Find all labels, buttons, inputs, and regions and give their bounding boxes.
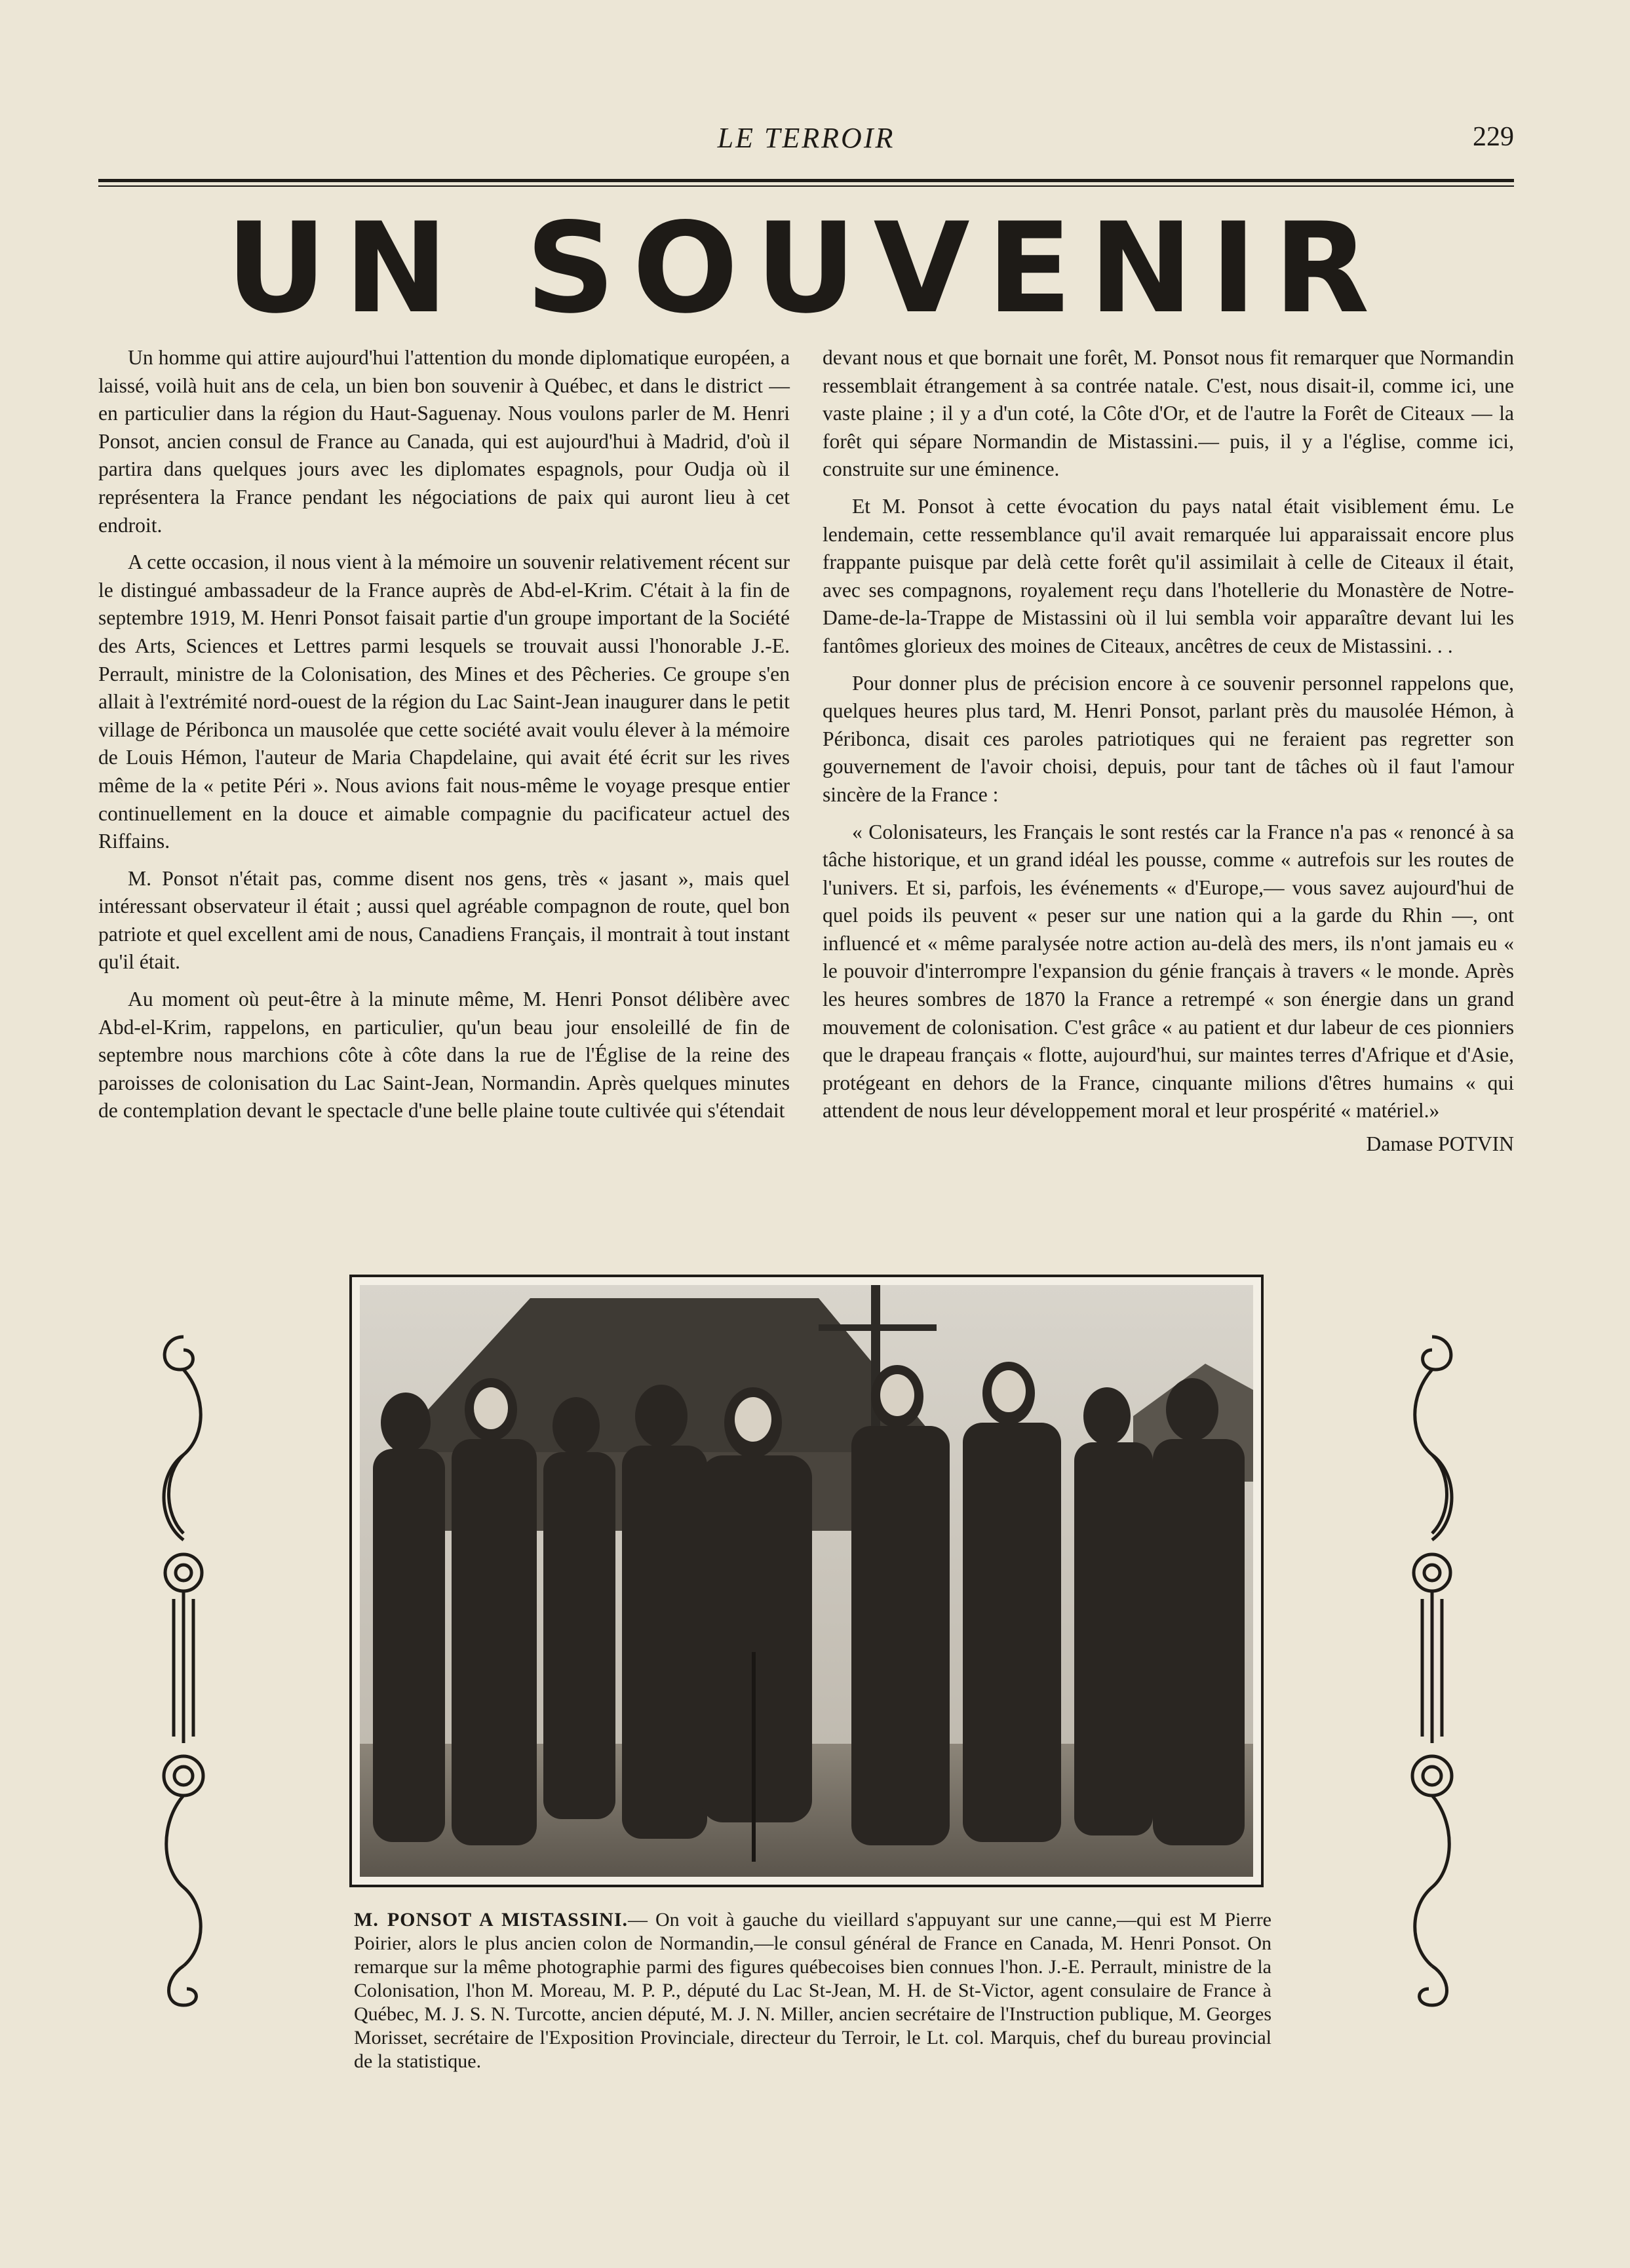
author-signature: Damase POTVIN — [1366, 1132, 1514, 1156]
floral-ornament-right — [1396, 1324, 1468, 2018]
caption-title: M. PONSOT A MISTASSINI. — [354, 1909, 628, 1931]
paragraph: devant nous et que bornait une forêt, M. Ponsot nous fit remarquer que Normandin ressemblait étrangement à sa contrée natale. C'est, nous disait-il, comme ici, une vaste plaine ; il y a d'un coté, la Côte d'Or, et de l'autre la Forêt de Citeaux — la forêt qui sépare Normandin de Mistassini.— puis, il y a l'église, comme ici, construite sur une éminence. — [823, 346, 1514, 481]
paragraph: M. Ponsot n'était pas, comme disent nos gens, très « jasant », mais quel intéressant observateur il était ; aussi quel agréable compagnon de route, quel bon patriote et quel excellent ami de nous, Canadiens Français, il montrait à tout instant qu'il était. — [98, 866, 790, 974]
right-column — [823, 344, 1514, 1159]
paragraph: A cette occasion, il nous vient à la mémoire un souvenir relativement récent sur le distingué ambassadeur de la France auprès de Abd-el-Krim. C'était à la fin de septembre 1919, M. Henri Ponsot faisait partie d'un groupe important de la Société des Arts, Sciences et Lettres parmi lesquels se trouvait aussi l'honorable J.-E. Perrault, ministre de la Colonisation, des Mines et des Pêcheries. Ce groupe s'en allait à l'extrémité nord-ouest de la région du Lac Saint-Jean inaugurer dans le petit village de Péribonca un mausolée que cette société avait voulu élever à la mémoire de Louis Hémon, l'auteur de Maria Chapdelaine, qui avait été écrit sur les rives même de la « petite Péri ». Nous avions fait nous-même le voyage presque entier continuellement en la douce et aimable compagnie du pacificateur actuel des Riffains. — [98, 550, 790, 853]
quotation-paragraph: « Colonisateurs, les Français le sont restés car la France n'a pas « renoncé à sa tâche historique, et un grand idéal les pousse, comme « autrefois sur les routes de l'univers. Et si, parfois, les événements « d'Europe,— vous savez aujourd'hui de quel poids ils peuvent « peser sur une nation qui a la garde du Rhin —, ont influencé et « même paralysée notre action au-delà des mers, ils n'ont jamais eu « le pouvoir d'interrompre l'expansion du génie français à travers « le monde. Après les heures sombres de 1870 la France a retrempé « son énergie dans un grand mouvement de colonisation. C'est grâce « au patient et dur labeur de ces pionniers que le drapeau français « flotte, aujourd'hui, sur maintes terres d'Afrique et d'Asie, protégeant en dehors de la France, cinquante milions d'êtres humains « qui attendent de nous leur développement moral et leur prospérité « matériel.» — [823, 820, 1514, 1123]
article-title: UN SOUVENIR — [225, 196, 1387, 341]
header-rule-thin — [98, 185, 1514, 187]
paragraph: Pour donner plus de précision encore à ce souvenir personnel rappelons que, quelques heures plus tard, M. Henri Ponsot, parlant près du mausolée Hémon, à Péribonca, disait ces paroles patriotiques qui ne feraient pas regretter son gouvernement de l'avoir choisi, depuis, pour tant de tâches où il faut l'amour sincère de la France : — [823, 671, 1514, 806]
page-number: 229 — [1473, 122, 1514, 152]
paragraph: Au moment où peut-être à la minute même, M. Henri Ponsot délibère avec Abd-el-Krim, rappelons, en particulier, qu'un beau jour ensoleillé de fin de septembre nous marchions côte à côte dans la rue de l'Église de la reine des paroisses de colonisation du Lac Saint-Jean, Normandin. Après quelques minutes de contemplation devant le spectacle d'une belle plaine toute cultivée qui s'étendait — [98, 988, 790, 1123]
photo-caption — [354, 1908, 1271, 2073]
caption-text: — On voit à gauche du vieillard s'appuyant sur une canne,—qui est M Pierre Poirier, alors le plus ancien colon de Normandin,—le consul général de France en Canada, M. Henri Ponsot. On remarque sur la même photographie parmi des figures québecoises bien connues l'hon. J.-E. Perrault, ministre de la Colonisation, l'hon M. Moreau, M. P. P., député du Lac St-Jean, M. H. de St-Victor, agent consulaire de France à Québec, M. J. S. N. Turcotte, ancien député, M. J. N. Miller, ancien secrétaire de l'Instruction publique, M. Georges Morisset, secrétaire de l'Exposition Provinciale, directeur du Terroir, le Lt. col. Marquis, chef du bureau provincial de la statistique. — [354, 1909, 1271, 2072]
paragraph: Et M. Ponsot à cette évocation du pays natal était visiblement ému. Le lendemain, cette ressemblance qu'il avait remarquée lui apparaissait encore plus frappante puisque par delà cette forêt qu'il assimilait à celle de Citeaux il était, avec ses compagnons, royalement reçu dans l'hotellerie du Monastère de Notre-Dame-de-la-Trappe de Mistassini où il lui sembla voir apparaître devant lui les fantômes glorieux des moines de Citeaux, ancêtres de ceux de Mistassini. . . — [823, 494, 1514, 657]
left-column — [98, 344, 790, 1134]
header-rule-thick — [98, 179, 1514, 182]
running-title: LE TERROIR — [717, 122, 895, 154]
floral-ornament-left — [147, 1324, 220, 2018]
paragraph: Un homme qui attire aujourd'hui l'attention du monde diplomatique européen, a laissé, voilà huit ans de cela, un bien bon souvenir à Québec, et dans le district — en particulier dans la région du Haut-Saguenay. Nous voulons parler de M. Henri Ponsot, ancien consul de France au Canada, qui est aujourd'hui à Madrid, d'où il partira dans quelques jours avec les diplomates espagnols, pour Oudja où il représentera la France pendant les négociations de paix qui auront lieu à cet endroit. — [98, 346, 790, 537]
running-header — [98, 121, 1514, 167]
photograph-image — [360, 1285, 1253, 1877]
group-photograph — [349, 1275, 1264, 1887]
